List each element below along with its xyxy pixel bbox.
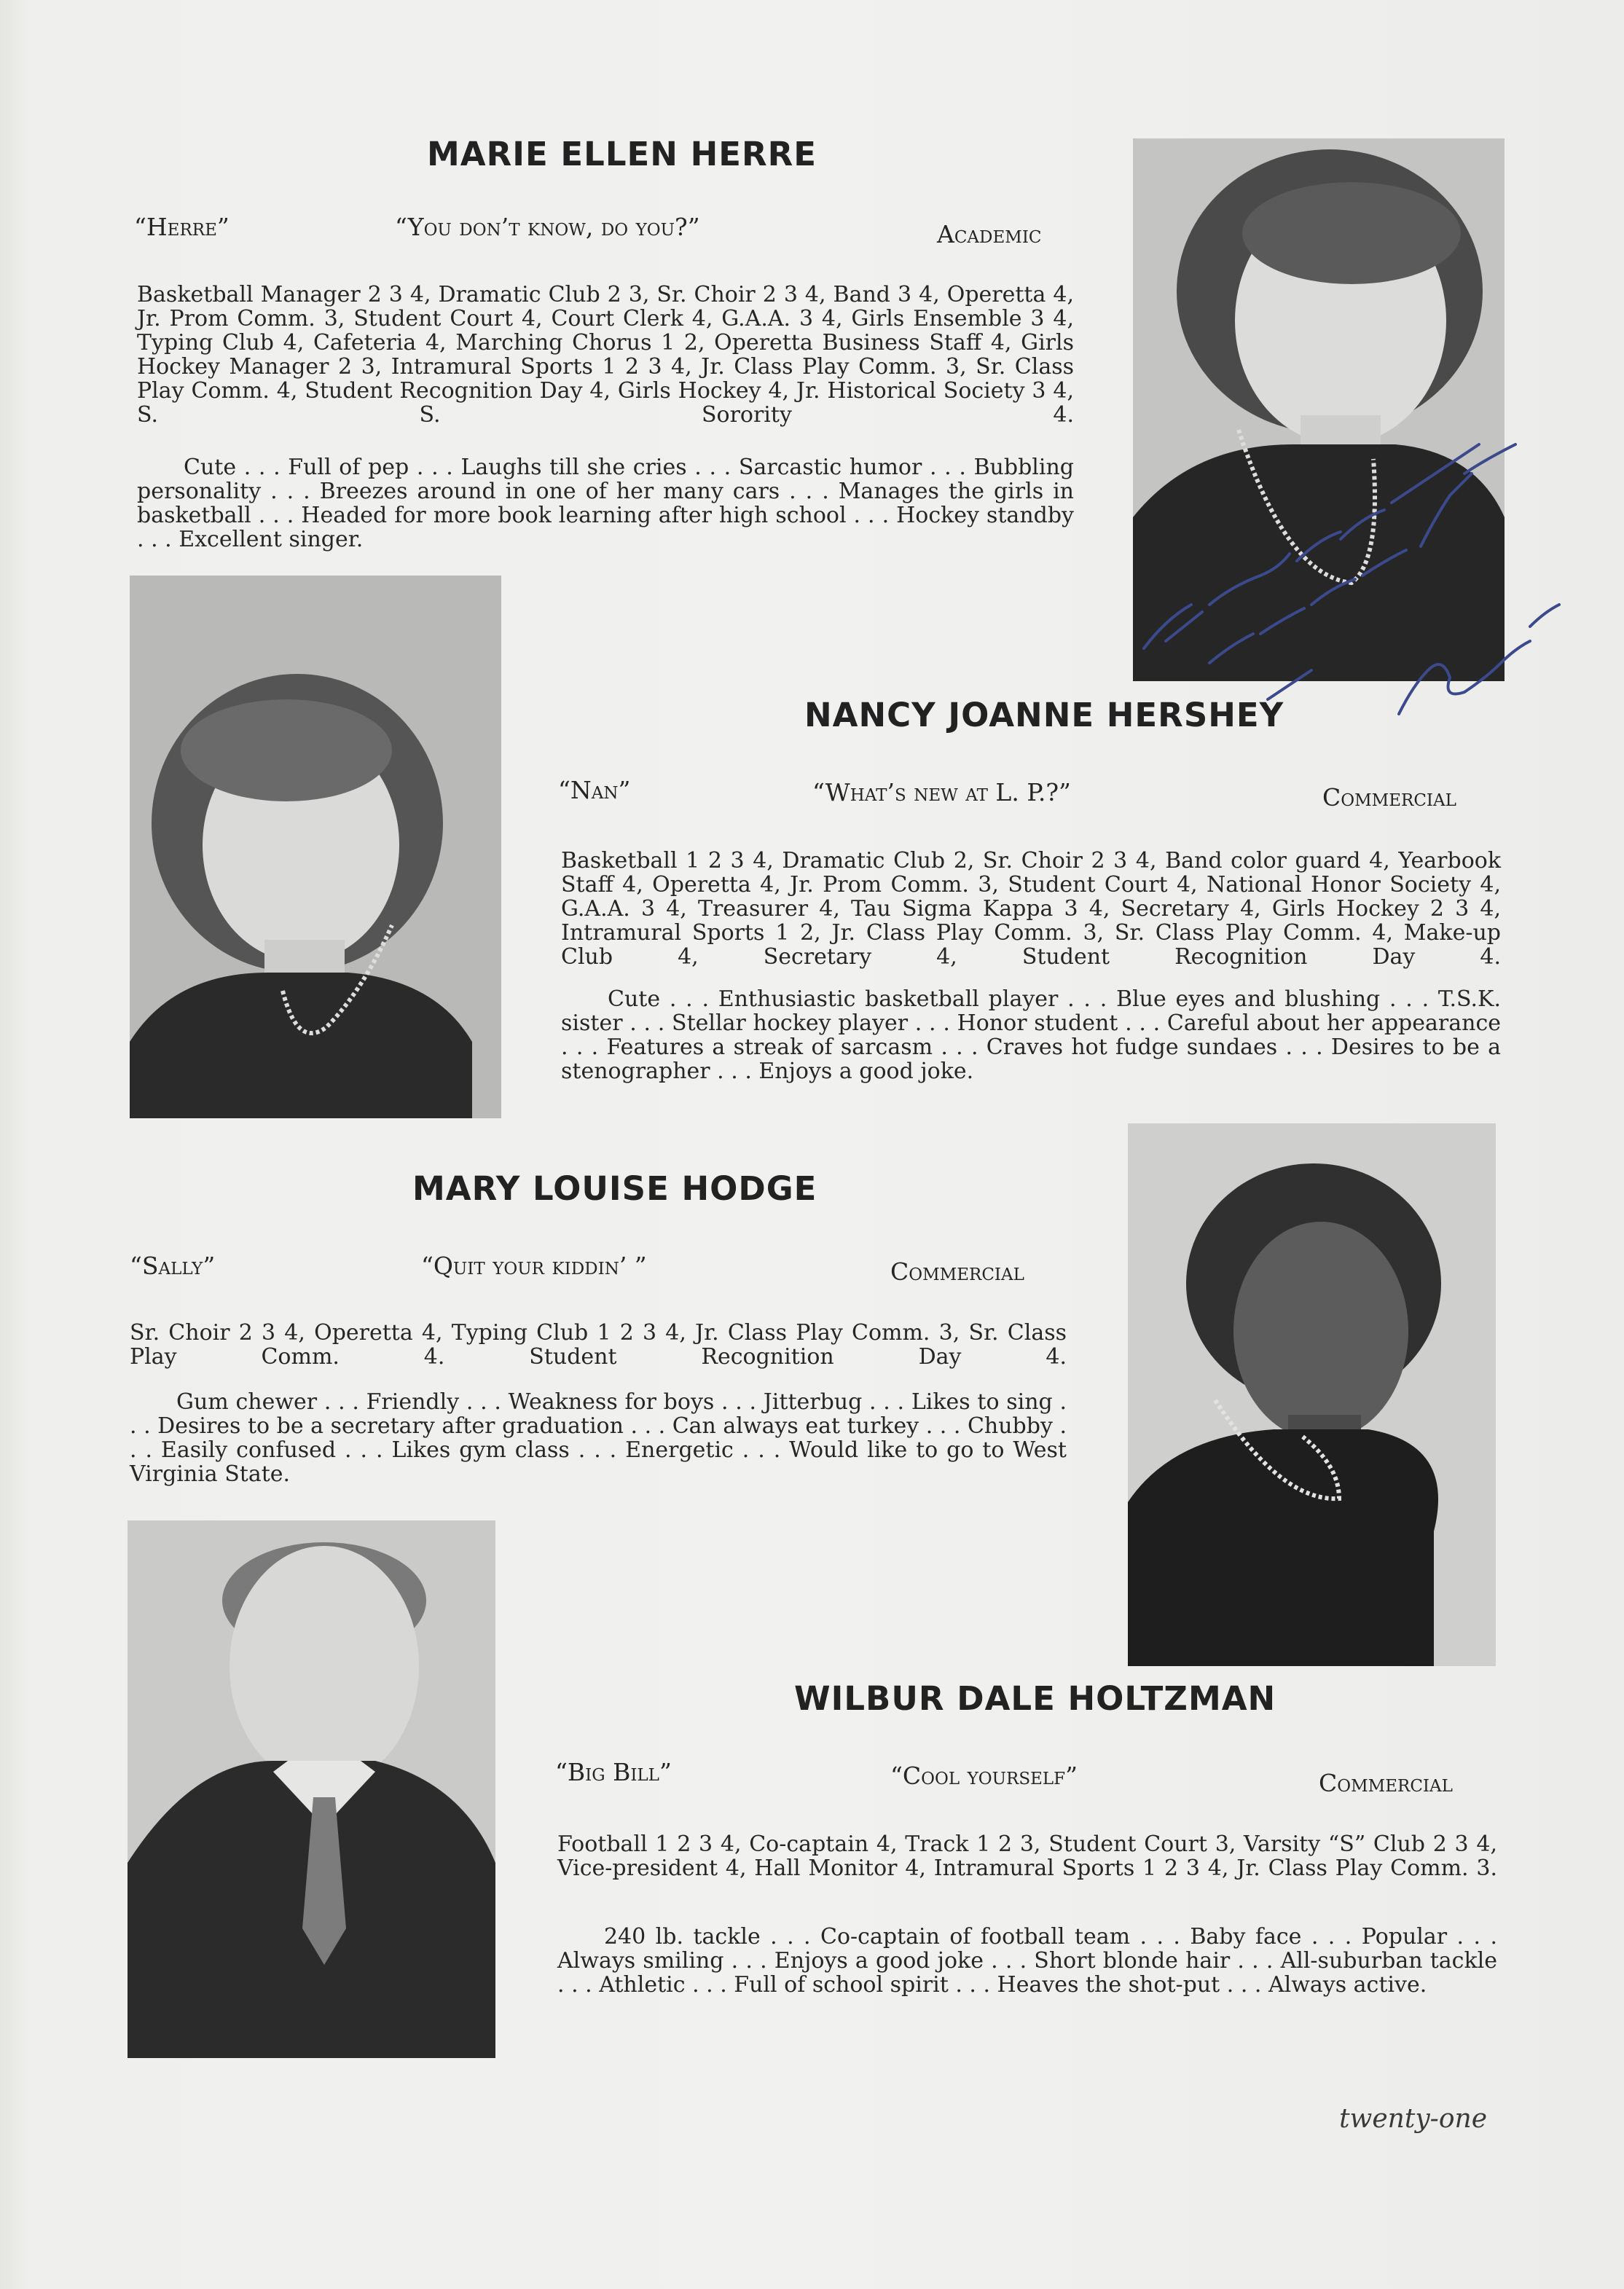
student-name: MARIE ELLEN HERRE (427, 135, 817, 173)
portrait-photo (1128, 1123, 1496, 1666)
student-activities: Basketball 1 2 3 4, Dramatic Club 2, Sr. Choir 2 3 4, Band color guard 4, Yearbook Staff 4, Operetta 4, Jr. Prom Comm. 3, Student Court 4, National Honor Society 4, G.A.A. 3 4, Treasurer 4, Tau Sigma Kappa 3 4, Secretary 4, Girls Hockey 2 3 4, Intramural Sports 1 2, Jr. Class Play Comm. 3, Sr. Class Play Comm. 4, Make-up Club 4, Secretary 4, Student Recognition Day 4. (561, 848, 1501, 970)
student-course: Commercial (890, 1257, 1024, 1286)
student-activities: Sr. Choir 2 3 4, Operetta 4, Typing Club 1 2 3 4, Jr. Class Play Comm. 3, Sr. Class Play Comm. 4. Student Recognition Day 4. (130, 1320, 1067, 1370)
student-description: 240 lb. tackle . . . Co-captain of football team . . . Baby face . . . Popular . . . Always smiling . . . Enjoys a good joke . . . Short blonde hair . . . All-suburban tackle . . . Athletic . . . Full of school spirit . . . Heaves the shot-put . . . Always active. (557, 1924, 1497, 1998)
student-name: MARY LOUISE HODGE (412, 1169, 817, 1208)
student-quote: “What’s new at L. P.?” (812, 778, 1071, 806)
student-course: Academic (937, 220, 1042, 248)
portrait-photo (128, 1520, 495, 2058)
student-quote: “Cool yourself” (890, 1762, 1078, 1790)
portrait-photo (1133, 138, 1505, 681)
student-activities: Football 1 2 3 4, Co-captain 4, Track 1 2 3, Student Court 3, Varsity “S” Club 2 3 4, Vice-president 4, Hall Monitor 4, Intramural Sports 1 2 3 4, Jr. Class Play Comm. 3. (557, 1831, 1497, 1881)
student-quote: “Quit your kiddin’ ” (421, 1252, 647, 1280)
student-nickname: “Big Bill” (555, 1758, 672, 1786)
student-nickname: “Herre” (134, 213, 230, 241)
student-nickname: “Sally” (130, 1252, 216, 1280)
student-nickname: “Nan” (558, 776, 631, 804)
portrait-photo (130, 576, 501, 1118)
student-course: Commercial (1319, 1769, 1453, 1797)
student-quote: “You don’t know, do you?” (395, 213, 700, 241)
student-description: Gum chewer . . . Friendly . . . Weakness for boys . . . Jitterbug . . . Likes to sing . . . Desires to be a secretary after graduation . . . Can always eat turkey . . . Chubby . . . Easily confused . . . Likes gym class . . . Energetic . . . Would like to go to West Virginia State. (130, 1389, 1067, 1487)
student-description: Cute . . . Full of pep . . . Laughs till she cries . . . Sarcastic humor . . . Bubbling personality . . . Breezes around in one of her many cars . . . Manages the girls in basketball . . . Headed for more book learning after high school . . . Hockey standby . . . Excellent singer. (137, 455, 1074, 552)
page-number: twenty-one (1339, 2104, 1487, 2134)
student-name: WILBUR DALE HOLTZMAN (794, 1679, 1276, 1718)
student-description: Cute . . . Enthusiastic basketball player . . . Blue eyes and blushing . . . T.S.K. sister . . . Stellar hockey player . . . Honor student . . . Careful about her appearance . . . Features a streak of sarcasm . . . Craves hot fudge sundaes . . . Desires to be a stenographer . . . Enjoys a good joke. (561, 986, 1501, 1084)
student-course: Commercial (1322, 783, 1456, 812)
student-activities: Basketball Manager 2 3 4, Dramatic Club 2 3, Sr. Choir 2 3 4, Band 3 4, Operetta 4, Jr. Prom Comm. 3, Student Court 4, Court Clerk 4, G.A.A. 3 4, Girls Ensemble 3 4, Typing Club 4, Cafeteria 4, Marching Chorus 1 2, Operetta Business Staff 4, Girls Hockey Manager 2 3, Intramural Sports 1 2 3 4, Jr. Class Play Comm. 3, Sr. Class Play Comm. 4, Student Recognition Day 4, Girls Hockey 4, Jr. Historical Society 3 4, S. S. Sorority 4. (137, 282, 1074, 428)
student-name: NANCY JOANNE HERSHEY (804, 696, 1284, 734)
